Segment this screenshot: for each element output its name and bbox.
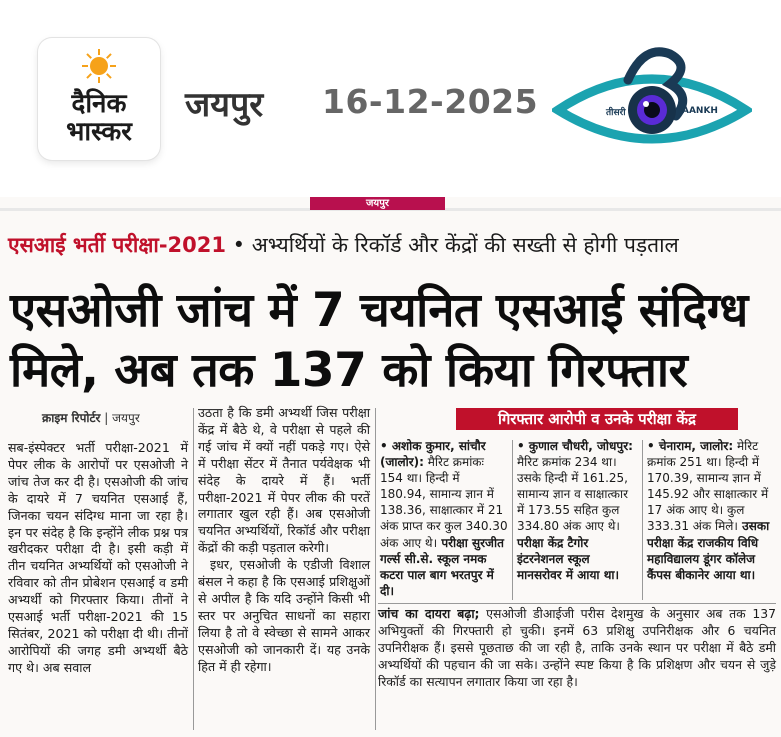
article-column-2 <box>198 405 370 676</box>
subheadline <box>8 230 778 260</box>
column-divider-1 <box>193 408 194 730</box>
bottom-paragraph <box>378 606 776 691</box>
byline-name: क्राइम रिपोर्टर <box>42 411 101 425</box>
column-divider-2 <box>375 408 376 730</box>
box-bottom-rule <box>378 603 776 604</box>
logo-line2: भास्कर <box>66 117 132 147</box>
eye-logo-right-text: AANKH <box>682 106 718 116</box>
article-column-1 <box>8 440 188 677</box>
box-col1-bold: परीक्षा सुरजीत गर्ल्स सी.से. स्कूल नमक कटरा पाल बाग भरतपुर में दी। <box>380 535 504 598</box>
bottom-bold: जांच का दायरा बढ़ा; <box>378 606 480 621</box>
eye-logo-left-text: तीसरी <box>606 108 626 118</box>
subheadline-red: एसआई भर्ती परीक्षा-2021 <box>8 233 226 257</box>
teesri-aankh-logo <box>552 38 752 172</box>
box-title: गिरफ्तार आरोपी व उनके परीक्षा केंद्र <box>456 408 738 430</box>
box-col1-name: • अशोक कुमार, सांचौर (जालोर): <box>380 439 486 470</box>
byline <box>42 409 140 426</box>
subheadline-black: • अभ्यर्थियों के रिकॉर्ड और केंद्रों की सख्ती से होगी पड़ताल <box>226 233 679 257</box>
box-col2-text: मैरिट क्रमांक 234 था। उसके हिन्दी में 161.25, सामान्य ज्ञान व साक्षात्कार में 173.55 सहित कुल 334.80 अंक आए थे। <box>517 455 628 534</box>
sun-icon <box>81 48 117 84</box>
box-col3-name: • चेनाराम, जालोर: <box>647 439 734 453</box>
box-col2-name: • कुणाल चौधरी, जोधपुर: <box>517 439 633 453</box>
box-divider-2 <box>642 440 643 600</box>
box-divider-1 <box>512 440 513 600</box>
column2-text: उठता है कि डमी अभ्यर्थी जिस परीक्षा केंद्र में बैठे थे, वे परीक्षा से पहले की गई जांच में क्यों नहीं पकड़े गए। ऐसे में परीक्षा सेंटर में तैनात पर्यवेक्षक भी संदेह के दायरे में हैं। भर्ती परीक्षा-2021 में पेपर लीक की परतें लगातार खुल रही हैं। अब एसओजी चयनित अभ्यर्थियों, रिकॉर्ड और परीक्षा केंद्रों की कड़ी पड़ताल करेगी। <box>198 405 370 556</box>
box-column-1 <box>380 438 508 599</box>
box-column-2 <box>517 438 637 583</box>
column2-para2: इधर, एसओजी के एडीजी विशाल बंसल ने कहा है कि एसआई प्रशिक्षुओं से अपील है कि यदि उन्होंने किसी भी स्तर पर अनुचित साधनों का सहारा लिया है तो वे स्वेच्छा से सामने आकर एसओजी को जानकारी दें। यह उनके हित में ही रहेगा। <box>198 557 370 674</box>
city-label: जयपुर <box>185 85 264 125</box>
dainik-bhaskar-logo <box>38 38 160 160</box>
box-col2-bold: परीक्षा केंद्र टैगोर इंटरनेशनल स्कूल मानसरोवर में आया था। <box>517 535 620 582</box>
date-label: 16-12-2025 <box>322 82 539 121</box>
box-column-3 <box>647 438 773 583</box>
bottom-text: एसओजी डीआईजी परीस देशमुख के अनुसार अब तक 137 अभियुक्तों की गिरफ्तारी हो चुकी। इनमें 63 प्रशिक्षु उपनिरीक्षक और 6 चयनित उपनिरीक्षक हैं। इससे पूछताछ की जा रही है, ताकि उनके स्थान पर परीक्षा में बैठे डमी अभ्यर्थियों की पहचान की जा सके। उन्होंने स्पष्ट किया है कि प्रशिक्षण और चयन से जुड़े रिकॉर्ड का सत्यापन लगातार किया जा रहा है। <box>378 606 776 689</box>
headline-line2: मिले, अब तक 137 को किया गिरफ्तार <box>10 343 688 398</box>
box-col3-bold: उसका परीक्षा केंद्र राजकीय विधि महाविद्यालय डूंगर कॉलेज कैंपस बीकानेर आया था। <box>647 519 770 582</box>
headline-line1: एसओजी जांच में 7 चयनित एसआई संदिग्ध <box>10 283 748 338</box>
edition-tab: जयपुर <box>310 197 445 210</box>
header-bar <box>0 0 781 197</box>
eye-icon <box>552 38 752 168</box>
box-col1-text: मैरिट क्रमांकः 154 था। हिन्दी में 180.94, सामान्य ज्ञान में 138.36, साक्षात्कार में 21 अंक प्राप्त कर कुल 340.30 अंक आए थे। <box>380 455 508 550</box>
byline-city: | जयपुर <box>104 411 140 425</box>
logo-line1: दैनिक <box>71 89 127 119</box>
column1-text: सब-इंस्पेक्टर भर्ती परीक्षा-2021 में पेपर लीक के आरोपों पर एसओजी ने जांच तेज कर दी है। एसओजी की जांच के दायरे में 7 चयनित एसआई हैं, जिनका चयन संदिग्ध माना जा रहा है। इन पर संदेह है कि इन्होंने लीक प्रश्न पत्र खरीदकर परीक्षा दी है। इसी कड़ी में तीन चयनित अभ्यर्थियों को एसओजी ने रविवार को तीन प्रोबेशन एसआई व डमी अभ्यर्थी को गिरफ्तार किया। तीनों ने एसआई भर्ती परीक्षा-2021 की 15 सितंबर, 2021 को परीक्षा दी थी। तीनों आरोपियों की जगह डमी अभ्यर्थी बैठे गए थे। अब सवाल <box>8 440 188 675</box>
box-col3-text: मेरिट क्रमांक 251 था। हिन्दी में 170.39, सामान्य ज्ञान में 145.92 और साक्षात्कार में 17 अंक आए थे। कुल 333.31 अंक मिले। <box>647 439 769 534</box>
